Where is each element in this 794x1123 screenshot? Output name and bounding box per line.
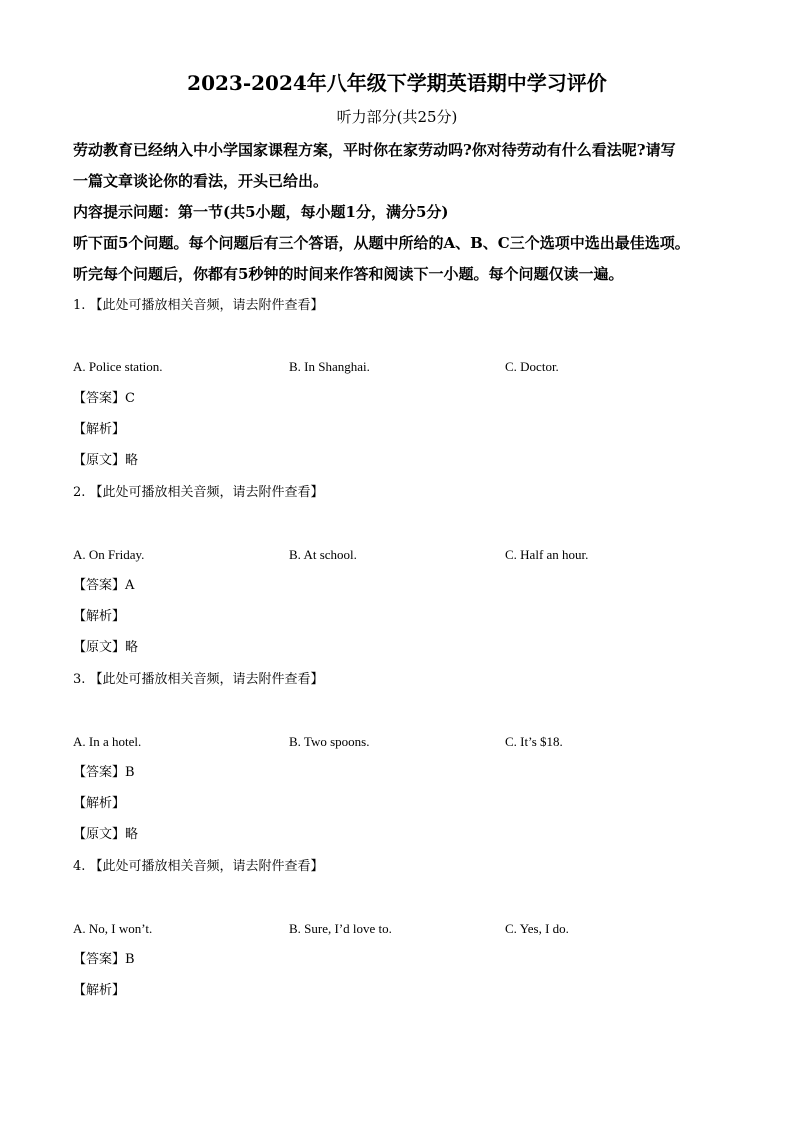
question-3-option-a: A. In a hotel. xyxy=(73,734,142,749)
question-1-option-c: C. Doctor. xyxy=(505,359,559,374)
question-3-analysis-line xyxy=(73,795,125,813)
question-3-answer-line xyxy=(73,764,135,782)
question-3-option-c: C. It’s $18. xyxy=(505,734,563,749)
question-4-prompt: 4. 【此处可播放相关音频，请去附件查看】 xyxy=(73,859,324,874)
question-2-option-a: A. On Friday. xyxy=(73,547,145,562)
question-3-prompt: 3. 【此处可播放相关音频，请去附件查看】 xyxy=(73,672,324,687)
question-1-option-b: B. In Shanghai. xyxy=(289,359,370,374)
question-1-prompt: 1. 【此处可播放相关音频，请去附件查看】 xyxy=(73,298,324,313)
answer-label: 【答案】 xyxy=(73,578,126,593)
instruction-line-1: 劳动教育已经纳入中小学国家课程方案，平时你在家劳动吗?你对待劳动有什么看法呢?请写 xyxy=(73,141,676,159)
analysis-label: 【解析】 xyxy=(73,609,126,624)
question-4-option-a: A. No, I won’t. xyxy=(73,921,153,936)
original-label: 【原文】 xyxy=(73,827,126,842)
page-title: 2023-2024年八年级下学期英语期中学习评价 xyxy=(187,71,607,95)
question-4-analysis-line xyxy=(73,982,125,1000)
question-2-analysis-line xyxy=(73,608,125,626)
question-1-analysis-line xyxy=(73,421,125,439)
original-label: 【原文】 xyxy=(73,453,126,468)
analysis-label: 【解析】 xyxy=(73,796,126,811)
question-1-option-a: A. Police station. xyxy=(73,359,163,374)
question-3-original: 略 xyxy=(125,827,139,842)
question-1-answer-line xyxy=(73,390,135,408)
answer-label: 【答案】 xyxy=(73,391,126,406)
question-2-option-b: B. At school. xyxy=(289,547,357,562)
question-2-prompt: 2. 【此处可播放相关音频，请去附件查看】 xyxy=(73,485,324,500)
question-1-original-line xyxy=(73,452,138,470)
question-2-answer: A xyxy=(125,578,135,593)
analysis-label: 【解析】 xyxy=(73,422,126,437)
instruction-line-4: 听下面5个问题。每个问题后有三个答语，从题中所给的A、B、C三个选项中选出最佳选项。 xyxy=(73,234,690,252)
question-4-answer: B xyxy=(125,952,135,967)
question-1-original: 略 xyxy=(125,453,139,468)
question-3-answer: B xyxy=(125,765,135,780)
question-2-option-c: C. Half an hour. xyxy=(505,547,589,562)
question-4-option-b: B. Sure, I’d love to. xyxy=(289,921,392,936)
answer-label: 【答案】 xyxy=(73,952,126,967)
question-1-answer: C xyxy=(125,391,135,406)
question-4-answer-line xyxy=(73,951,135,969)
original-label: 【原文】 xyxy=(73,640,126,655)
instruction-line-2: 一篇文章谈论你的看法，开头已给出。 xyxy=(73,172,329,190)
question-3-option-b: B. Two spoons. xyxy=(289,734,370,749)
question-3-original-line xyxy=(73,826,138,844)
instruction-line-3: 内容提示问题：第一节(共5小题，每小题1分，满分5分) xyxy=(73,203,449,221)
analysis-label: 【解析】 xyxy=(73,983,126,998)
question-2-original: 略 xyxy=(125,640,139,655)
instruction-line-5: 听完每个问题后，你都有5秒钟的时间来作答和阅读下一小题。每个问题仅读一遍。 xyxy=(73,265,624,283)
answer-label: 【答案】 xyxy=(73,765,126,780)
section-subtitle: 听力部分(共25分) xyxy=(336,108,458,126)
question-2-original-line xyxy=(73,639,138,657)
question-4-option-c: C. Yes, I do. xyxy=(505,921,569,936)
question-2-answer-line xyxy=(73,577,134,595)
